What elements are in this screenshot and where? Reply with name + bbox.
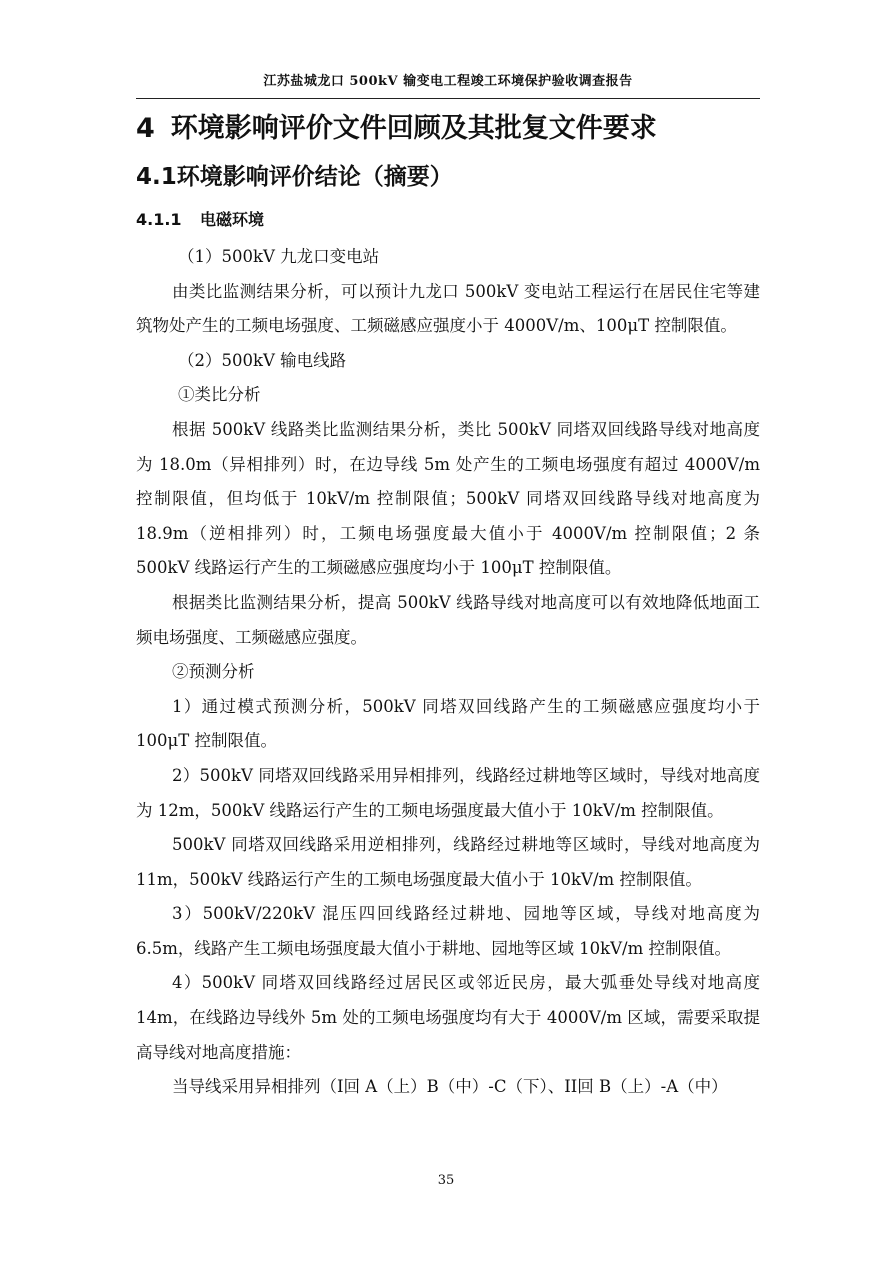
paragraph: 4）500kV 同塔双回线路经过居民区或邻近民房，最大弧垂处导线对地高度 14m，在线路边导线外 5m 处的工频电场强度均有大于 4000V/m 区域，需要采取提高导线对地高度措施： xyxy=(136,973,760,1062)
subsection-title: 电磁环境 xyxy=(200,210,265,229)
body-text xyxy=(136,240,760,1105)
paragraph: 2）500kV 同塔双回线路采用异相排列，线路经过耕地等区域时，导线对地高度为 12m，500kV 线路运行产生的工频电场强度最大值小于 10kV/m 控制限值。 xyxy=(136,765,760,820)
running-header: 江苏盐城龙口 500kV 输变电工程竣工环境保护验收调查报告 xyxy=(263,74,633,89)
paragraph: 当导线采用异相排列（I回 A（上）B（中）-C（下）、II回 B（上）-A（中） xyxy=(172,1077,728,1097)
chapter-heading xyxy=(136,106,657,145)
header-rule xyxy=(136,98,760,99)
page-number: 35 xyxy=(437,1173,455,1188)
section-heading: 4.1环境影响评价结论（摘要） xyxy=(136,164,453,190)
paragraph: 1）通过模式预测分析，500kV 同塔双回线路产生的工频磁感应强度均小于 100μT 控制限值。 xyxy=(136,696,760,751)
chapter-number: 4 xyxy=(136,113,155,144)
paragraph: ①类比分析 xyxy=(178,385,261,405)
paragraph: 根据类比监测结果分析，提高 500kV 线路导线对地高度可以有效地降低地面工频电场强度、工频磁感应强度。 xyxy=(136,592,760,647)
paragraph: （1）500kV 九龙口变电站 xyxy=(178,247,380,266)
paragraph: 500kV 同塔双回线路采用逆相排列，线路经过耕地等区域时，导线对地高度为 11m，500kV 线路运行产生的工频电场强度最大值小于 10kV/m 控制限值。 xyxy=(136,835,760,889)
chapter-title: 环境影响评价文件回顾及其批复文件要求 xyxy=(170,113,657,144)
paragraph: ②预测分析 xyxy=(172,662,255,682)
subsection-number: 4.1.1 xyxy=(136,210,182,229)
paragraph: （2）500kV 输电线路 xyxy=(178,350,347,370)
paragraph: 3）500kV/220kV 混压四回线路经过耕地、园地等区域，导线对地高度为 6.5m，线路产生工频电场强度最大值小于耕地、园地等区域 10kV/m 控制限值。 xyxy=(136,904,760,958)
subsection-heading xyxy=(136,207,264,230)
paragraph: 根据 500kV 线路类比监测结果分析，类比 500kV 同塔双回线路导线对地高度为 18.0m（异相排列）时，在边导线 5m 处产生的工频电场强度有超过 4000V/m 控制限值，但均低于 10kV/m 控制限值；500kV 同塔双回线路导线对地高度为 18.9m（逆相排列）时，工频电场强度最大值小于 4000V/m 控制限值；2 条 500kV 线路运行产生的工频磁感应强度均小于 100μT 控制限值。 xyxy=(136,419,760,578)
paragraph: 由类比监测结果分析，可以预计九龙口 500kV 变电站工程运行在居民住宅等建筑物处产生的工频电场强度、工频磁感应强度小于 4000V/m、100μT 控制限值。 xyxy=(136,281,760,336)
